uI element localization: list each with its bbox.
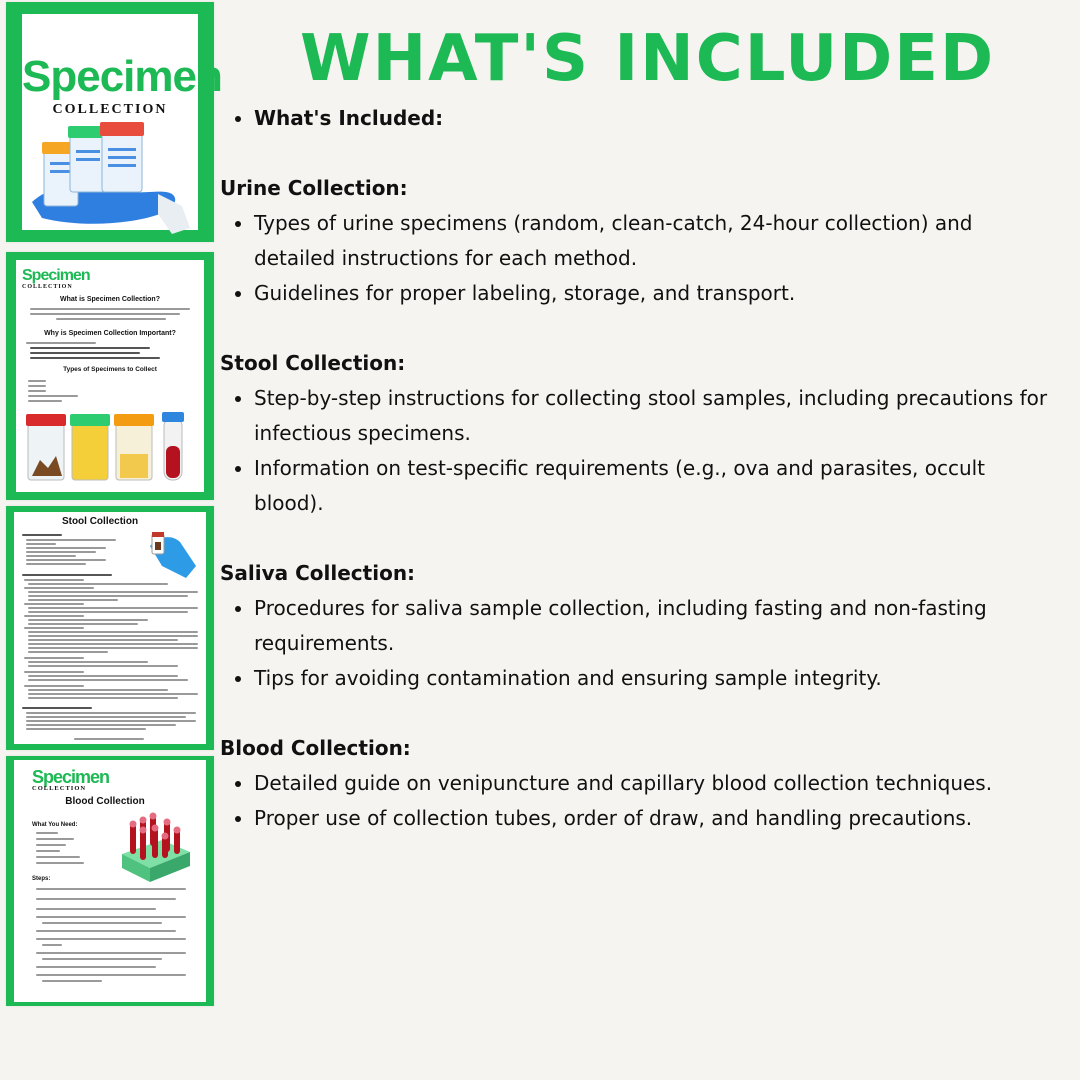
intro-list xyxy=(220,101,1060,136)
section-urine-title: Urine Collection: xyxy=(220,176,408,200)
thumbnail-page-overview xyxy=(6,252,214,500)
section-saliva-list xyxy=(220,591,1060,696)
blood-page-heading: Blood Collection xyxy=(65,796,145,807)
list-item: • Guidelines for proper labeling, storage, and transport. xyxy=(254,276,1060,311)
cover-brand-title: Specimen xyxy=(22,52,222,101)
cover-brand-subtitle: COLLECTION xyxy=(52,102,168,117)
blood-tube-rack-icon xyxy=(118,810,194,884)
intro-bullet: • What's Included: xyxy=(254,101,1060,136)
overview-heading-2: Why is Specimen Collection Important? xyxy=(44,330,176,337)
list-item: • Tips for avoiding contamination and ensuring sample integrity. xyxy=(254,661,1060,696)
section-stool-list xyxy=(220,381,1060,521)
thumbnail-cover xyxy=(6,2,222,242)
thumbnail-page-blood xyxy=(6,756,214,1006)
stool-page-heading: Stool Collection xyxy=(61,516,139,527)
list-item: • Step-by-step instructions for collecting stool samples, including precautions for infectious specimens. xyxy=(254,381,1060,451)
blood-brand-title: Specimen xyxy=(32,767,110,787)
overview-heading-3: Types of Specimens to Collect xyxy=(63,366,157,373)
gloved-hand-sample-icon xyxy=(140,526,200,582)
overview-heading-1: What is Specimen Collection? xyxy=(60,296,160,303)
overview-brand-subtitle: COLLECTION xyxy=(22,284,73,290)
section-blood-list xyxy=(220,766,1060,836)
section-saliva-title: Saliva Collection: xyxy=(220,561,416,585)
overview-brand-title: Specimen xyxy=(22,267,90,284)
list-item: • Types of urine specimens (random, clean-catch, 24-hour collection) and detailed instructions for each method. xyxy=(254,206,1060,276)
included-content xyxy=(220,101,1060,836)
list-item: • Information on test-specific requirements (e.g., ova and parasites, occult blood). xyxy=(254,451,1060,521)
thumbnail-page-stool xyxy=(6,506,214,750)
specimen-containers-icon xyxy=(16,410,204,486)
section-urine-list xyxy=(220,206,1060,311)
blood-brand-subtitle: COLLECTION xyxy=(32,785,87,792)
page-title: WHAT'S INCLUDED xyxy=(300,22,996,96)
specimen-cups-hand-icon xyxy=(22,110,198,240)
list-item: • Procedures for saliva sample collection, including fasting and non-fasting requirements. xyxy=(254,591,1060,661)
section-blood-title: Blood Collection: xyxy=(220,736,411,760)
list-item: • Proper use of collection tubes, order of draw, and handling precautions. xyxy=(254,801,1060,836)
blood-subheading: What You Need: xyxy=(32,822,78,828)
list-item: • Detailed guide on venipuncture and capillary blood collection techniques. xyxy=(254,766,1060,801)
section-stool-title: Stool Collection: xyxy=(220,351,406,375)
blood-steps-label: Steps: xyxy=(32,876,51,882)
